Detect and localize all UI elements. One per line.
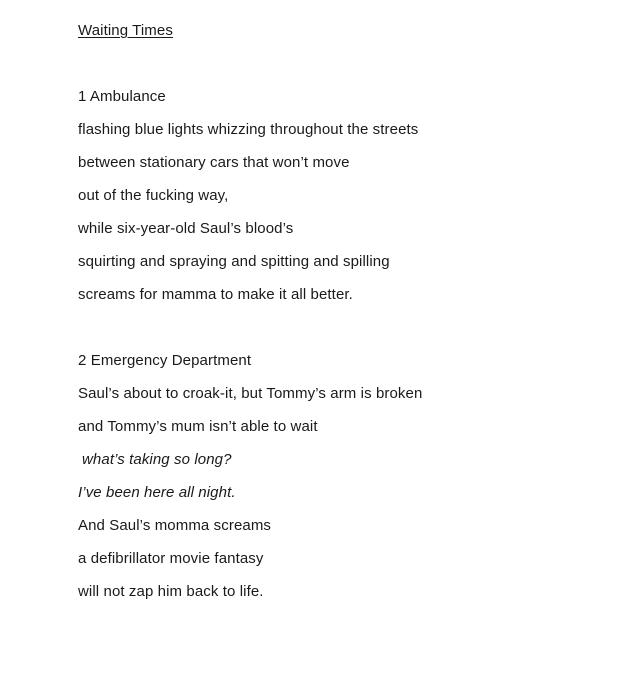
poem-line: out of the fucking way, (78, 187, 229, 204)
poem-line: flashing blue lights whizzing throughout the streets (78, 121, 419, 138)
section-heading-ambulance: 1 Ambulance (78, 88, 166, 105)
poem-line: Saul’s about to croak-it, but Tommy’s arm is broken (78, 385, 423, 402)
poem-line: a defibrillator movie fantasy (78, 550, 264, 567)
poem-line: between stationary cars that won’t move (78, 154, 350, 171)
poem-line: And Saul’s momma screams (78, 517, 272, 534)
section-heading-emergency: 2 Emergency Department (78, 352, 252, 369)
poem-line-italic: I’ve been here all night. (78, 484, 236, 501)
poem-line: squirting and spraying and spitting and spilling (78, 253, 390, 270)
poem-line: will not zap him back to life. (78, 583, 264, 600)
poem-line: screams for mamma to make it all better. (78, 286, 353, 303)
poem-title: Waiting Times (78, 22, 173, 39)
poem-line: and Tommy’s mum isn’t able to wait (78, 418, 318, 435)
poem-line: while six-year-old Saul’s blood’s (78, 220, 294, 237)
poem-line-italic: what’s taking so long? (82, 451, 232, 468)
